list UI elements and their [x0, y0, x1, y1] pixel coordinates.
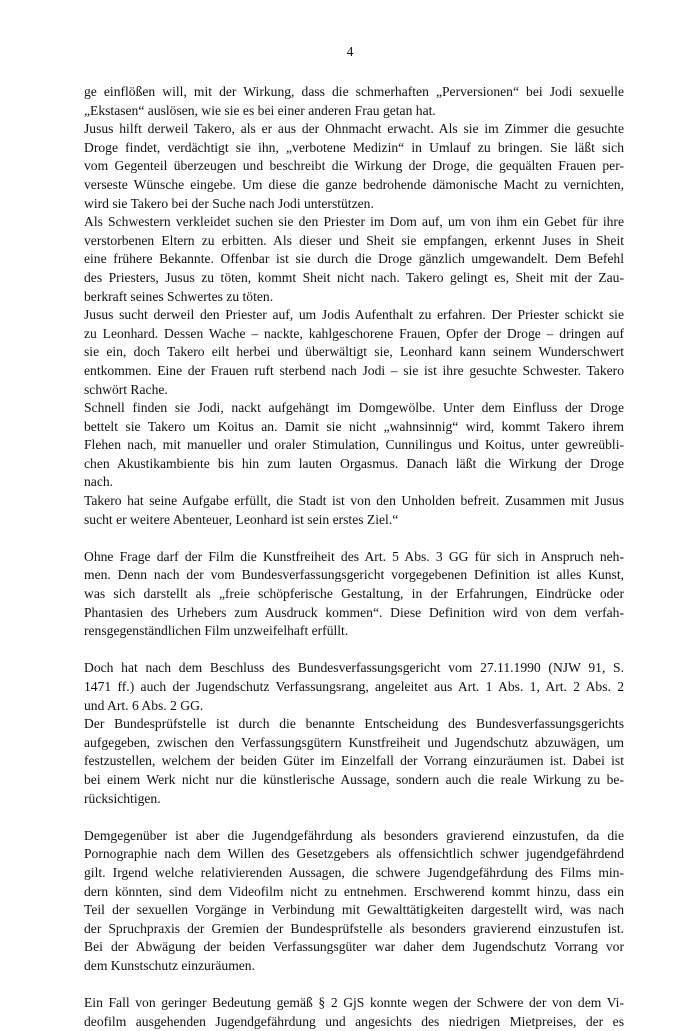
text-line: Ohne Frage darf der Film die Kunstfreiheit des Art. 5 Abs. 3 GG für sich in Anspruch neh- — [84, 548, 624, 564]
text-line: „Ekstasen“ auslösen, wie sie es bei einer anderen Frau getan hat. — [84, 102, 436, 118]
text-line: schwört Rache. — [84, 381, 168, 397]
text-line: wird sie Takero bei der Suche nach Jodi unterstützen. — [84, 195, 374, 211]
text-line: Ein Fall von geringer Bedeutung gemäß § 2 GjS konnte wegen der Schwere der von dem Vi- — [84, 995, 624, 1011]
text-line: und Art. 6 Abs. 2 GG. — [84, 697, 204, 713]
text-line: verseste Wünsche eingebe. Um diese die ganze bedrohende dämonische Macht zu vernichten, — [84, 176, 624, 192]
text-line: Doch hat nach dem Beschluss des Bundesverfassungsgericht vom 27.11.1990 (NJW 91, S. — [84, 660, 624, 676]
text-line: ge einflößen will, mit der Wirkung, dass die schmerhaften „Perversionen“ bei Jodi sexuelle — [84, 84, 624, 99]
text-line: rücksichtigen. — [84, 790, 161, 806]
text-line: was sich darstellt als „freie schöpferische Gestaltung, in der Erfahrungen, Eindrücke oder — [84, 586, 624, 602]
text-line: dern könnten, sind dem Videofilm nicht zu entnehmen. Erschwerend kommt hinzu, dass ein — [84, 883, 624, 899]
text-line: Schnell finden sie Jodi, nackt aufgehängt im Domgewölbe. Unter dem Einfluss der Droge — [84, 400, 624, 416]
text-line: Als Schwestern verkleidet suchen sie den Priester im Dom auf, um von ihm ein Gebet für ihre — [84, 214, 624, 230]
paragraph-gap — [84, 976, 624, 995]
text-line: deofilm ausgehenden Jugendgefährdung und angesichts des niedrigen Mietpreises, der es — [84, 1013, 624, 1029]
text-line: Bei der Abwägung der beiden Verfassungsgüter war daher dem Jugendschutz Vorrang vor — [84, 939, 624, 955]
text-line: festzustellen, welchem der beiden Güter im Einzelfall der Vorrang einzuräumen ist. Dabei ist — [84, 753, 624, 769]
paragraph-gap — [84, 529, 624, 548]
text-line: Takero hat seine Aufgabe erfüllt, die Stadt ist von den Unholden befreit. Zusammen mit Jusus — [84, 493, 624, 509]
text-line: entkommen. Eine der Frauen ruft sterbend nach Jodi – sie ist ihre gesuchte Schwester. Takero — [84, 362, 624, 378]
text-line: sucht er weitere Abenteuer, Leonhard ist sein erstes Ziel.“ — [84, 511, 399, 527]
text-line: rensgegenständlichen Film unzweifelhaft erfüllt. — [84, 623, 349, 639]
text-line: Jusus sucht derweil den Priester auf, um Jodis Aufenthalt zu erfahren. Der Priester schickt sie — [84, 307, 624, 323]
text-line: 1471 ff.) auch der Jugendschutz Verfassungsrang, angeleitet aus Art. 1 Abs. 1, Art. 2 Abs. 2 — [84, 679, 624, 694]
text-line: Demgegenüber ist aber die Jugendgefährdung als besonders gravierend einzustufen, da die — [84, 827, 624, 843]
text-line: Jusus hilft derweil Takero, als er aus der Ohnmacht erwacht. Als sie im Zimmer die gesuchte — [84, 121, 624, 137]
text-line: Teil der sexuellen Vorgänge in Verbindung mit Gewalttätigkeiten dargestellt wird, was nach — [84, 902, 624, 918]
text-line: Der Bundesprüfstelle ist durch die benannte Entscheidung des Bundesverfassungsgerichts — [84, 716, 624, 732]
page-number: 4 — [346, 44, 354, 59]
text-line: des Priesters, Jusus zu töten, kommt Sheit nicht nach. Takero gelingt es, Sheit mit der Zau- — [84, 269, 624, 285]
body-text — [84, 83, 624, 1031]
text-line: gilt. Irgend welche relativierenden Aussagen, die schwere Jugendgefährdung des Films min- — [84, 864, 624, 880]
text-line: Flehen nach, mit manueller und oraler Stimulation, Cunnilingus und Koitus, unter gewreübli- — [84, 437, 624, 453]
text-line: Phantasien des Urhebers zum Ausdruck kommen“. Diese Definition wird von dem verfah- — [84, 604, 624, 620]
paragraph-gap — [84, 808, 624, 827]
text-line: eine frühere Bekannte. Offenbar ist sie durch die Droge gänzlich umgewandelt. Dem Befehl — [84, 251, 624, 267]
text-line: zu Leonhard. Dessen Wache – nackte, kahlgeschorene Frauen, Opfer der Droge – dringen auf — [84, 325, 624, 341]
text-line: bettelt sie Takero um Koitus an. Damit sie nicht „wahnsinnig“ wird, kommt Takero ihrem — [84, 418, 624, 434]
text-line: der Spruchpraxis der Gremien der Bundesprüfstelle als besonders gravierend einzustufen ist. — [84, 920, 624, 936]
paragraph-gap — [84, 641, 624, 660]
text-line: Pornographie nach dem Willen des Gesetzgebers als offensichtlich schwer jugendgefährdend — [84, 846, 624, 862]
text-line: berkraft seines Schwertes zu töten. — [84, 288, 274, 304]
text-line: Droge findet, verdächtigt sie ihn, „verbotene Medizin“ in Umlauf zu bringen. Sie läßt sich — [84, 139, 624, 155]
text-line: chen Akustikambiente bis hin zum lauten Orgasmus. Danach läßt die Wirkung der Droge — [84, 455, 624, 471]
text-line: dem Kunstschutz einzuräumen. — [84, 957, 256, 973]
text-line: sie ein, doch Takero eilt herbei und überwältigt sie, Leonhard kann seinem Wunderschwert — [84, 344, 624, 360]
text-line: bei einem Werk nicht nur die künstlerische Aussage, sondern auch die reale Wirkung zu be- — [84, 771, 624, 787]
text-line: nach. — [84, 474, 114, 490]
text-line: aufgegeben, zwischen den Verfassungsgütern Kunstfreiheit und Jugendschutz abzuwägen, um — [84, 734, 624, 750]
text-line: men. Denn nach der vom Bundesverfassungsgericht vorgegebenen Definition ist alles Kunst, — [84, 567, 624, 583]
text-line: vom Gegenteil überzeugen und beschreibt die Wirkung der Droge, die gequälten Frauen per- — [84, 158, 624, 174]
text-line: verstorbenen Eltern zu erbitten. Als dieser und Sheit sie empfangen, erkennt Juses in Sheit — [84, 232, 624, 248]
